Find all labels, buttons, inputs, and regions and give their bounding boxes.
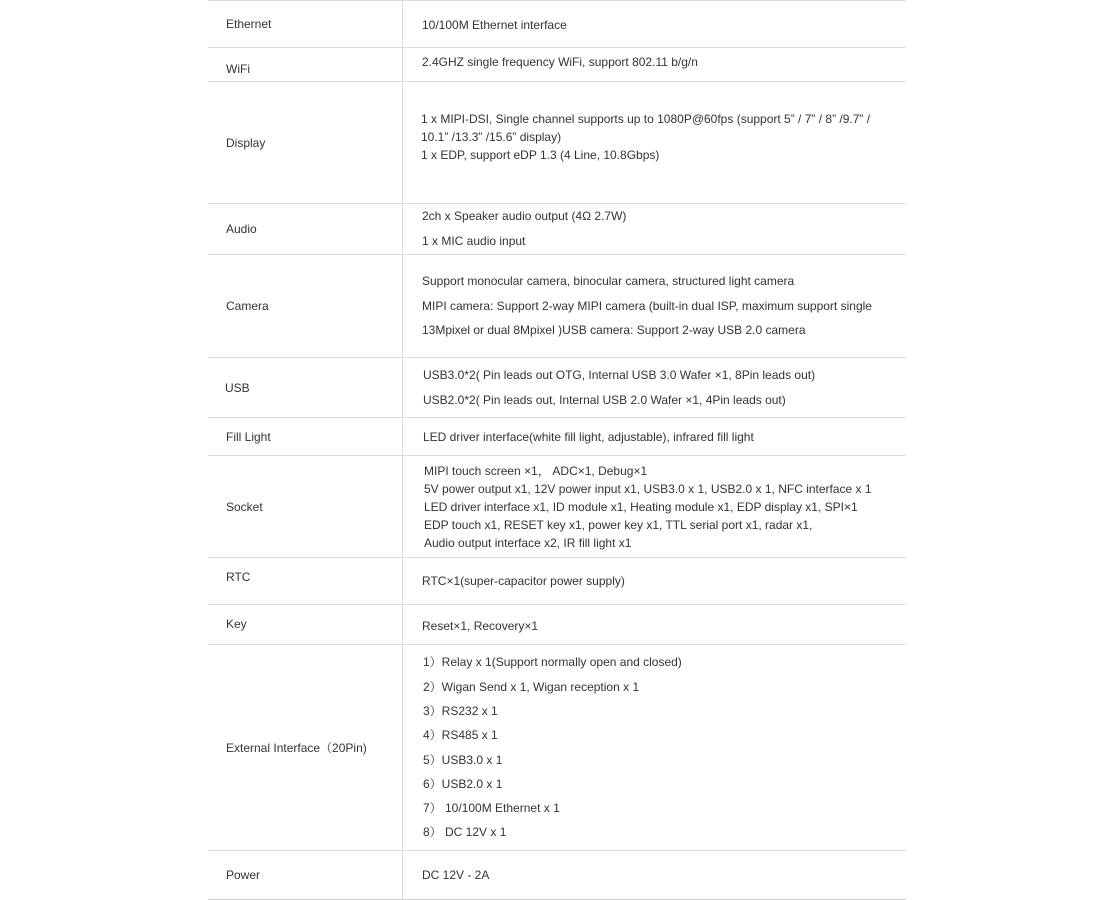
spec-line: 4）RS485 x 1 (423, 728, 498, 743)
spec-value (403, 558, 907, 605)
spec-table (208, 0, 906, 900)
spec-table-body (208, 1, 906, 900)
spec-row-ethernet (208, 1, 906, 48)
spec-label: Key (208, 605, 403, 645)
spec-line: 7） 10/100M Ethernet x 1 (423, 801, 560, 816)
spec-value (403, 851, 907, 900)
spec-line: 10/100M Ethernet interface (422, 18, 567, 32)
spec-line: EDP touch x1, RESET key x1, power key x1, TTL serial port x1, radar x1, (424, 517, 813, 532)
spec-line: 13Mpixel or dual 8Mpixel )USB camera: Support 2-way USB 2.0 camera (422, 323, 806, 337)
spec-row-display (208, 82, 906, 204)
spec-line: MIPI camera: Support 2-way MIPI camera (built-in dual ISP, maximum support single (422, 298, 872, 313)
spec-value (403, 645, 907, 851)
spec-line: 1 x MIC audio input (422, 234, 526, 248)
spec-row-rtc (208, 558, 906, 605)
spec-row-key (208, 605, 906, 645)
spec-row-usb (208, 358, 906, 418)
spec-label: Socket (208, 456, 403, 558)
spec-label: RTC (208, 558, 403, 605)
spec-label: Camera (208, 255, 403, 358)
spec-line: 10.1” /13.3” /15.6” display) (421, 130, 562, 144)
spec-row-external-interface (208, 645, 906, 851)
spec-row-power (208, 851, 906, 900)
spec-value (403, 1, 907, 48)
spec-line: USB2.0*2( Pin leads out, Internal USB 2.0 Wafer ×1, 4Pin leads out) (423, 392, 786, 407)
spec-value (403, 255, 907, 358)
spec-row-wifi (208, 48, 906, 82)
spec-value (403, 605, 907, 645)
spec-line: 2ch x Speaker audio output (4Ω 2.7W) (422, 209, 627, 223)
spec-line: 5V power output x1, 12V power input x1, USB3.0 x 1, USB2.0 x 1, NFC interface x 1 (424, 481, 872, 496)
spec-line: LED driver interface x1, ID module x1, Heating module x1, EDP display x1, SPI×1 (424, 499, 858, 514)
spec-label: WiFi (208, 48, 403, 82)
spec-line: Reset×1, Recovery×1 (422, 619, 539, 633)
spec-label: Fill Light (208, 418, 403, 456)
spec-value (403, 456, 907, 558)
spec-label: External Interface（20Pin) (208, 645, 403, 851)
spec-line: 2.4GHZ single frequency WiFi, support 802.11 b/g/n (422, 55, 698, 69)
spec-line: 6）USB2.0 x 1 (423, 776, 503, 791)
spec-line: USB3.0*2( Pin leads out OTG, Internal USB 3.0 Wafer ×1, 8Pin leads out) (423, 367, 816, 382)
spec-line: 1 x MIPI-DSI, Single channel supports up to 1080P@60fps (support 5” / 7” / 8” /9.7” / (421, 112, 871, 126)
spec-label: USB (208, 358, 403, 418)
spec-row-socket (208, 456, 906, 558)
spec-line: 1 x EDP, support eDP 1.3 (4 Line, 10.8Gbps) (421, 148, 660, 162)
spec-row-audio (208, 204, 906, 255)
spec-label: Audio (208, 204, 403, 255)
spec-line: 3）RS232 x 1 (423, 703, 498, 718)
spec-line: 8） DC 12V x 1 (423, 825, 507, 840)
spec-label: Display (208, 82, 403, 204)
spec-line: 1）Relay x 1(Support normally open and closed) (423, 655, 682, 670)
spec-line: LED driver interface(white fill light, adjustable), infrared fill light (423, 429, 754, 444)
spec-label: Ethernet (208, 1, 403, 48)
spec-line: DC 12V - 2A (422, 868, 490, 882)
spec-value (403, 48, 907, 82)
spec-value (403, 358, 907, 418)
spec-line: MIPI touch screen ×1， ADC×1, Debug×1 (424, 463, 648, 478)
spec-line: 5）USB3.0 x 1 (423, 752, 503, 767)
spec-label: Power (208, 851, 403, 900)
spec-row-fill-light (208, 418, 906, 456)
spec-value (403, 418, 907, 456)
spec-value (403, 82, 907, 204)
spec-line: 2）Wigan Send x 1, Wigan reception x 1 (423, 679, 640, 694)
spec-line: Support monocular camera, binocular camera, structured light camera (422, 274, 795, 288)
spec-line: RTC×1(super-capacitor power supply) (422, 574, 625, 588)
spec-value (403, 204, 907, 255)
spec-row-camera (208, 255, 906, 358)
spec-line: Audio output interface x2, IR fill light x1 (424, 535, 632, 550)
